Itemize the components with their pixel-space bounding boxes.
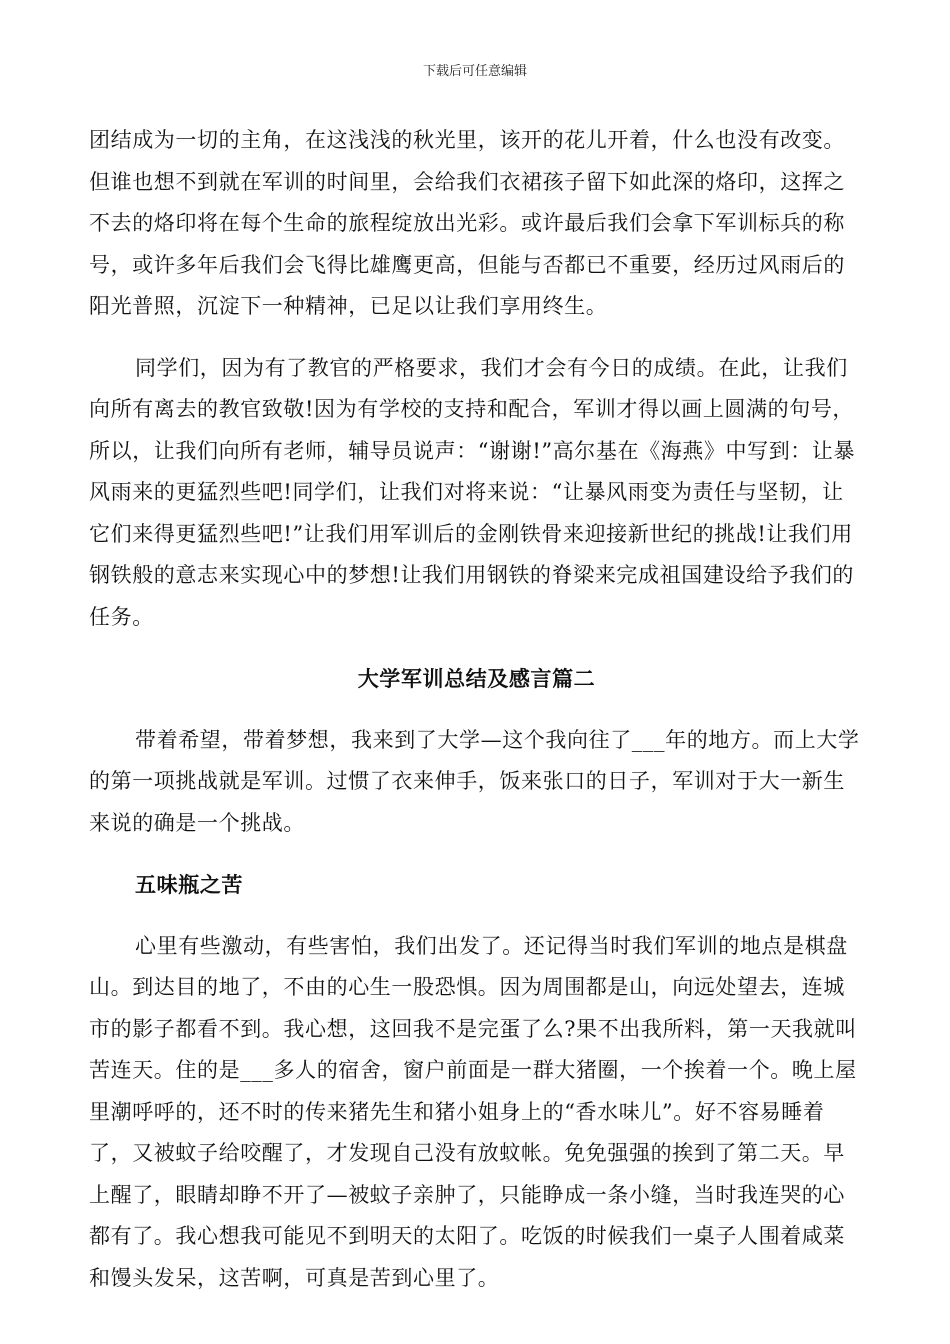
section-title: 大学军训总结及感言篇二 [357,666,596,691]
document-body [89,120,864,1299]
paragraph-4: 心里有些激动，有些害怕，我们出发了。还记得当时我们军训的地点是棋盘山。到达目的地了，不由的心生一股恐惧。因为周围都是山，向远处望去，连城市的影子都看不到。我心想，这回我不是完蛋了么?果不出我所料，第一天我就叫苦连天。住的是___多人的宿舍，窗户前面是一群大猪圈，一个挨着一个。晚上屋里潮呼呼的，还不时的传来猪先生和猪小姐身上的“香水味儿”。好不容易睡着了，又被蚊子给咬醒了，才发现自己没有放蚊帐。免免强强的挨到了第二天。早上醒了，眼睛却睁不开了—被蚊子亲肿了，只能睁成一条小缝，当时我连哭的心都有了。我心想我可能见不到明天的太阳了。吃饭的时候我们一桌子人围着咸菜和馒头发呆，这苦啊，可真是苦到心里了。 [89,933,857,1290]
subheading: 五味瓶之苦 [135,872,243,897]
paragraph-1: 团结成为一切的主角，在这浅浅的秋光里，该开的花儿开着，什么也没有改变。但谁也想不到就在军训的时间里，会给我们衣裙孩子留下如此深的烙印，这挥之不去的烙印将在每个生命的旅程绽放出光彩。或许最后我们会拿下军训标兵的称号，或许多年后我们会飞得比雄鹰更高，但能与否都已不重要，经历过风雨后的阳光普照，沉淀下一种精神，已足以让我们享用终生。 [89,128,845,318]
page-header: 下载后可任意编辑 [422,64,527,79]
paragraph-3: 带着希望，带着梦想，我来到了大学—这个我向往了___年的地方。而上大学的第一项挑战就是军训。过惯了衣来伸手，饭来张口的日子，军训对于大一新生来说的确是一个挑战。 [89,727,860,835]
paragraph-2: 同学们，因为有了教官的严格要求，我们才会有今日的成绩。在此，让我们向所有离去的教官致敬!因为有学校的支持和配合，军训才得以画上圆满的句号，所以，让我们向所有老师，辅导员说声：“谢谢!”高尔基在《海燕》中写到：让暴风雨来的更猛烈些吧!同学们，让我们对将来说：“让暴风雨变为责任与坚韧，让它们来得更猛烈些吧!”让我们用军训后的金刚铁骨来迎接新世纪的挑战!让我们用钢铁般的意志来实现心中的梦想!让我们用钢铁的脊梁来完成祖国建设给予我们的任务。 [89,355,856,629]
